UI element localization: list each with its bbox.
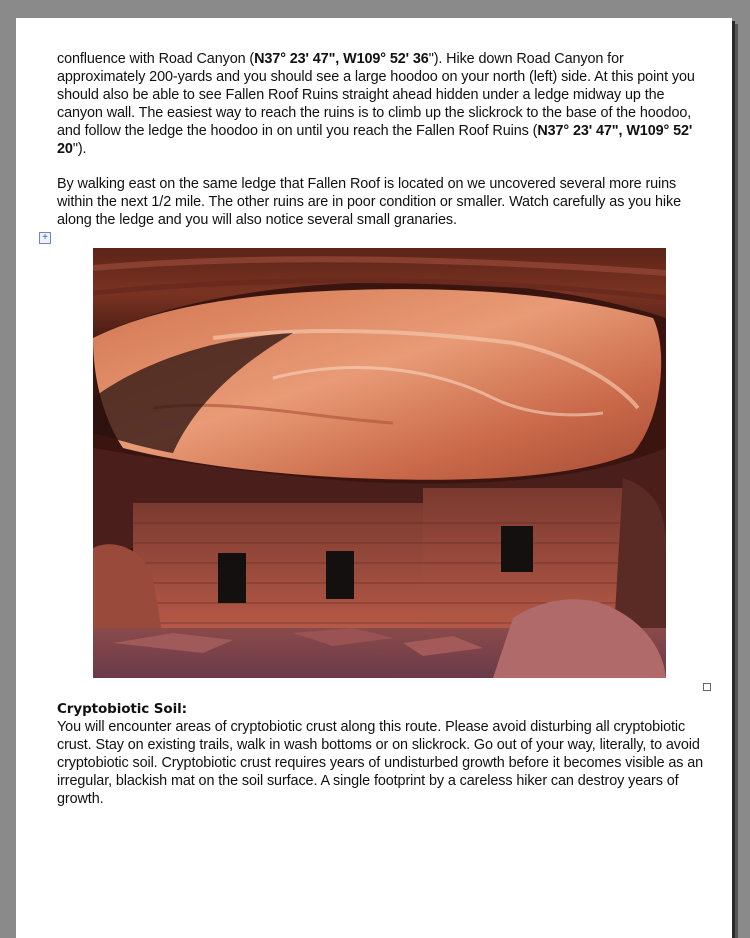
paragraph-more-ruins: By walking east on the same ledge that Fallen Roof is located on we uncovered several more ruins within the next 1/2 mile. The other ruins are in poor condition or smaller. Watch carefully as you hike along the ledge and you will also notice several small granaries. <box>57 176 681 228</box>
coordinates-road-canyon: N37° 23' 47", W109° 52' 36 <box>254 51 429 67</box>
para1-text-1: confluence with Road Canyon ( <box>57 51 255 67</box>
fallen-roof-ruin-photo[interactable] <box>93 248 666 678</box>
cryptobiotic-soil-section <box>57 700 707 808</box>
document-page <box>16 18 732 938</box>
para1-text-2: "). Hike down Road Canyon for approximately 200-yards and you should see a large hoodoo on your north (left) side. At this point you should also be able to see Fallen Roof Ruins straight ahead hidden under a ledge midway up the canyon wall. The easiest way to reach the ruins is to climb up the slickrock to the base of the hoodoo, and follow the ledge the hoodoo in on until you reach the Fallen Roof Ruins ( <box>57 51 695 139</box>
coordinates-fallen-roof: N37° 23' 47", W109° 52' 20 <box>57 123 693 157</box>
section-body: You will encounter areas of cryptobiotic crust along this route. Please avoid disturbing all cryptobiotic crust. Stay on existing trails, walk in wash bottoms or on slickrock. Go out of your way, literally, to avoid cryptobiotic soil. Cryptobiotic crust requires years of undisturbed growth before it becomes visible as an irregular, blackish mat on the soil surface. A single footprint by a careless hiker can destroy years of growth. <box>57 719 704 807</box>
image-resize-handle[interactable] <box>703 683 711 691</box>
section-heading: Cryptobiotic Soil: <box>57 701 187 717</box>
table-move-handle-icon[interactable]: + <box>39 232 51 244</box>
para1-text-3: "). <box>72 141 87 157</box>
paragraph-directions <box>57 50 707 158</box>
